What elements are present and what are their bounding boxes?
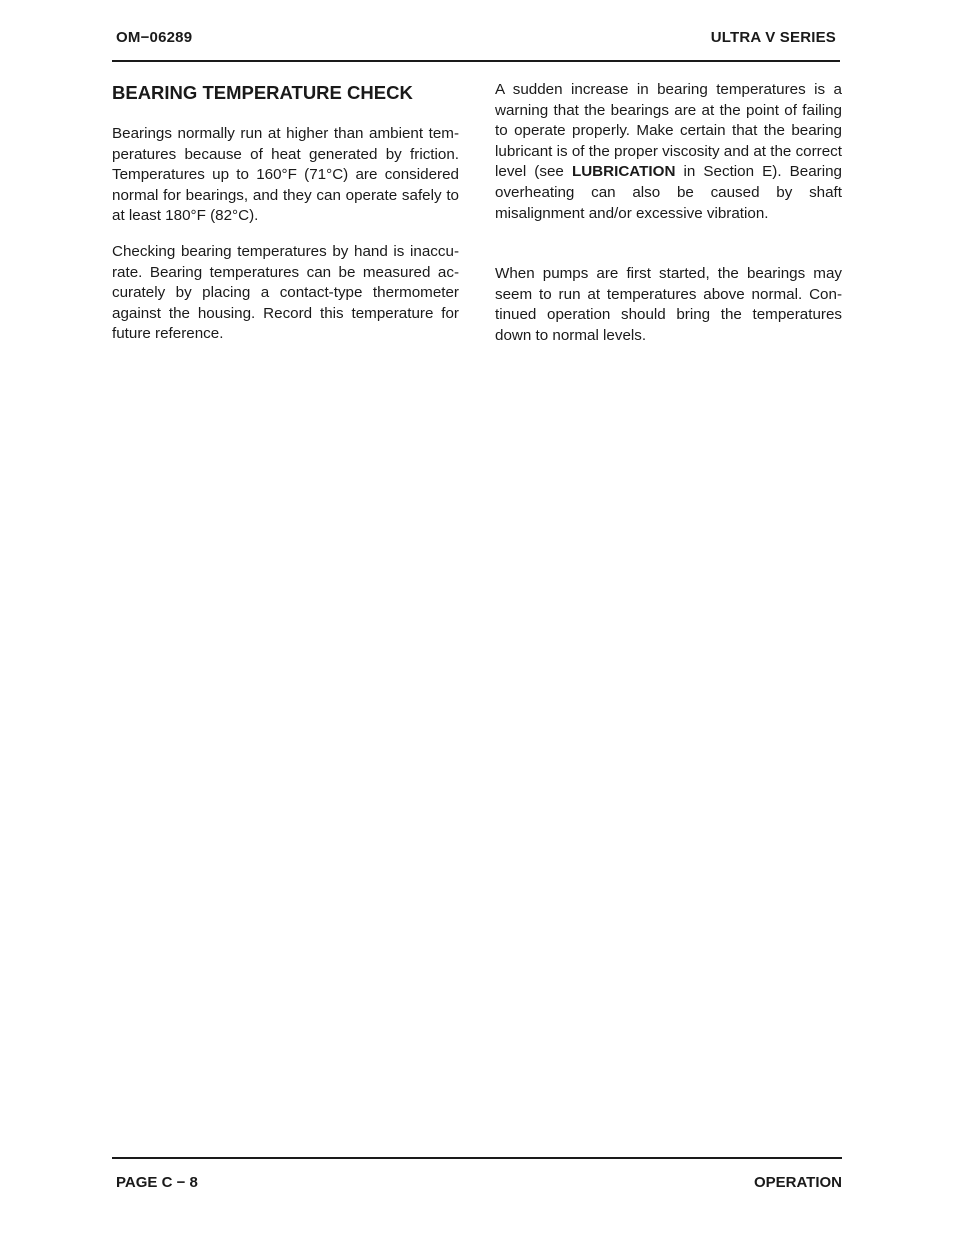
document-number: OM−06289 bbox=[116, 29, 193, 46]
left-column bbox=[112, 80, 459, 345]
paragraph-pump-startup: When pumps are first started, the bearings may seem to run at temperatures above normal. Continued operation should bring the temperatures down to normal levels. bbox=[495, 265, 842, 344]
paragraph-sudden-increase bbox=[495, 80, 842, 224]
page-header bbox=[112, 28, 840, 62]
paragraph-text-end: in Section E). Bearing overheating can also be caused by shaft misalignment and/or excessive vibration. bbox=[495, 163, 842, 222]
right-column bbox=[495, 80, 842, 347]
series-name: ULTRA V SERIES bbox=[710, 29, 836, 46]
lubrication-reference: LUBRICATION bbox=[571, 163, 676, 181]
paragraph-normal-temperatures: Bearings normally run at higher than ambient temperatures because of heat generated by friction. Temperatures up to 160°F (71°C) are considered normal for bearings, and they can operate safely to at least 180°F (82°C). bbox=[112, 125, 459, 225]
paragraph-text-start: A sudden increase in bearing temperatures is a warning that the bearings are at the point of failing to operate properly. Make certain that the bearing lubricant is of the proper viscosity and at the correct level (see bbox=[495, 81, 842, 181]
page-number: PAGE C − 8 bbox=[116, 1174, 198, 1191]
page-footer bbox=[112, 1157, 842, 1199]
section-heading: BEARING TEMPERATURE CHECK bbox=[112, 82, 413, 103]
paragraph-measuring-temperature: Checking bearing temperatures by hand is inaccurate. Bearing temperatures can be measured accurately by placing a contact-type thermometer against the housing. Record this temperature for future reference. bbox=[112, 242, 459, 343]
footer-section-name: OPERATION bbox=[753, 1174, 842, 1191]
